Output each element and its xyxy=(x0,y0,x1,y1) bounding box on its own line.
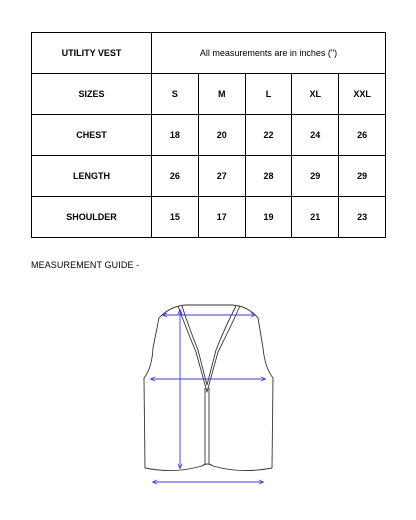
measurement-guide-label: MEASUREMENT GUIDE - xyxy=(31,260,140,270)
size-header-l: L xyxy=(245,74,292,115)
shoulder-l: 19 xyxy=(245,197,292,238)
length-l: 28 xyxy=(245,156,292,197)
chest-s: 18 xyxy=(152,115,199,156)
chest-l: 22 xyxy=(245,115,292,156)
chest-xxl: 26 xyxy=(339,115,386,156)
chest-m: 20 xyxy=(198,115,245,156)
size-header-xl: XL xyxy=(292,74,339,115)
size-header-xxl: XXL xyxy=(339,74,386,115)
length-label: LENGTH xyxy=(32,156,152,197)
length-xxl: 29 xyxy=(339,156,386,197)
size-header-m: M xyxy=(198,74,245,115)
measurement-note: All measurements are in inches (") xyxy=(152,33,386,74)
product-name: UTILITY VEST xyxy=(32,33,152,74)
length-s: 26 xyxy=(152,156,199,197)
sizes-header: SIZES xyxy=(32,74,152,115)
shoulder-xxl: 23 xyxy=(339,197,386,238)
vest-outline xyxy=(144,305,273,471)
length-m: 27 xyxy=(198,156,245,197)
shoulder-m: 17 xyxy=(198,197,245,238)
size-header-s: S xyxy=(152,74,199,115)
chest-label: CHEST xyxy=(32,115,152,156)
length-xl: 29 xyxy=(292,156,339,197)
shoulder-xl: 21 xyxy=(292,197,339,238)
shoulder-label: SHOULDER xyxy=(32,197,152,238)
chest-xl: 24 xyxy=(292,115,339,156)
shoulder-s: 15 xyxy=(152,197,199,238)
